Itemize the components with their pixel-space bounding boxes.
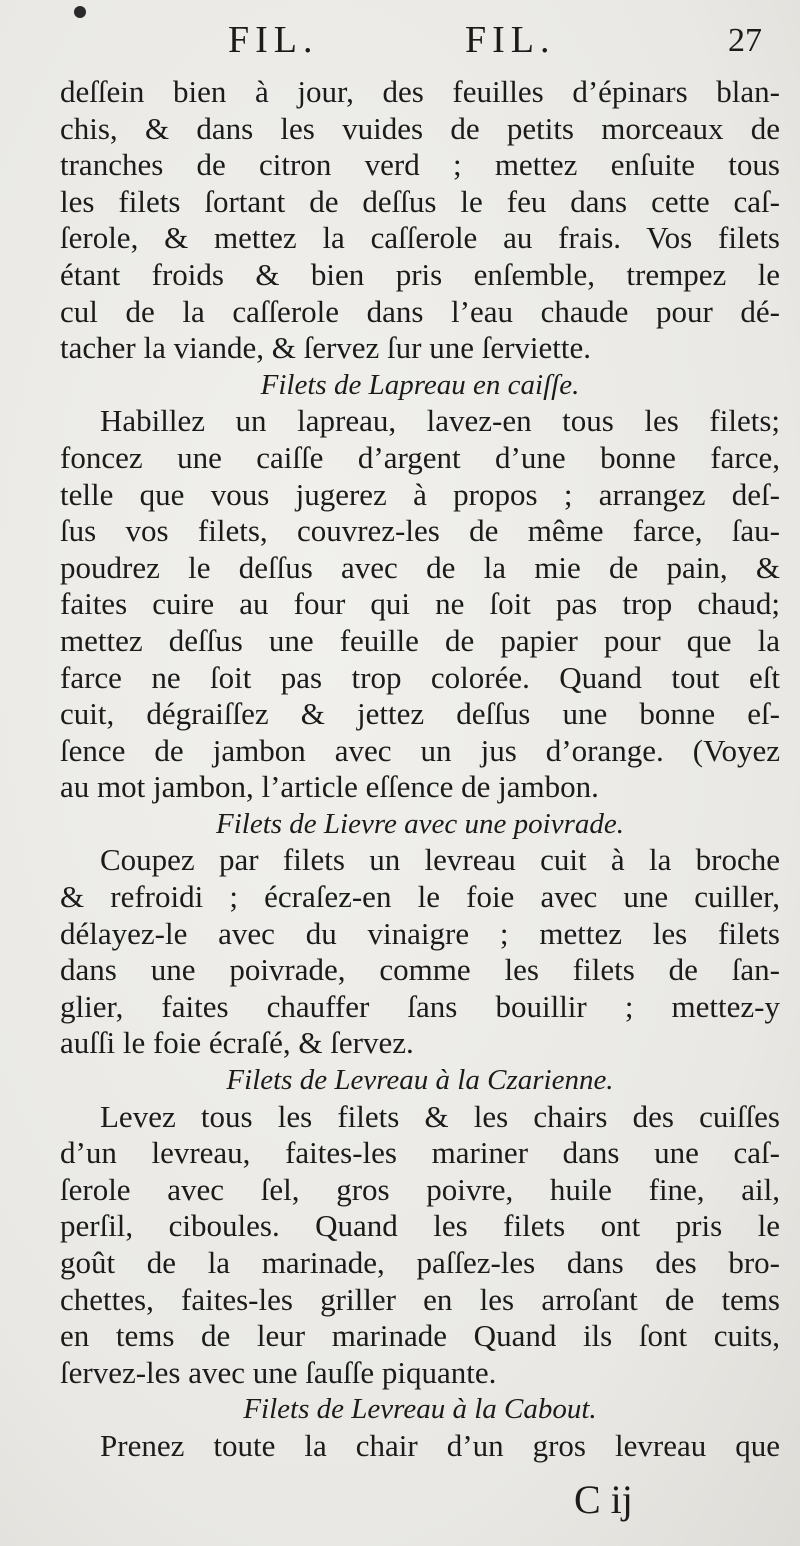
- text-line: farce ne ſoit pas trop colorée. Quand tout eſt: [60, 659, 780, 695]
- running-head-right: FIL.: [465, 19, 556, 61]
- text-line: faites cuire au four qui ne ſoit pas trop chaud;: [60, 586, 780, 622]
- text-line: telle que vous jugerez à propos ; arrangez deſ-: [60, 476, 780, 512]
- recipe-heading: Filets de Lievre avec une poivrade.: [216, 807, 624, 840]
- text-line: mettez deſſus une feuille de papier pour que la: [60, 622, 780, 658]
- text-line: Prenez toute la chair d’un gros levreau que: [100, 1427, 780, 1463]
- text-line: Levez tous les filets & les chairs des cuiſſes: [100, 1098, 780, 1134]
- text-line: goût de la marinade, paſſez-les dans des bro-: [60, 1245, 780, 1280]
- text-line: foncez une caiſſe d’argent d’une bonne farce,: [60, 439, 780, 475]
- body-text: [60, 74, 780, 1465]
- text-line: auſſi le foie écraſé, & ſervez.: [60, 1025, 414, 1061]
- text-line: cul de la caſſerole dans l’eau chaude pour dé-: [60, 293, 780, 329]
- text-line: tacher la viande, & ſervez ſur une ſerviette.: [60, 330, 592, 366]
- page-number: 27: [728, 22, 762, 59]
- text-line: & refroidi ; écraſez-en le foie avec une cuiller,: [60, 879, 780, 915]
- text-line: tranches de citron verd ; mettez enſuite tous: [60, 147, 780, 183]
- text-line: ſervez-les avec une ſauſſe piquante.: [60, 1354, 497, 1390]
- text-line: perſil, ciboules. Quand les filets ont pris le: [60, 1208, 780, 1244]
- text-line: en tems de leur marinade Quand ils ſont cuits,: [60, 1318, 780, 1354]
- text-line: ſus vos filets, couvrez-les de même farce, ſau-: [60, 513, 780, 549]
- text-line: ſerole avec ſel, gros poivre, huile fine, ail,: [60, 1171, 780, 1207]
- signature-mark: C ij: [574, 1477, 633, 1522]
- text-line: les filets ſortant de deſſus le feu dans cette caſ-: [60, 183, 780, 219]
- text-line: glier, faites chauffer ſans bouillir ; mettez-y: [60, 988, 780, 1024]
- text-line: dans une poivrade, comme les filets de ſan-: [60, 952, 780, 988]
- running-head: [0, 18, 800, 68]
- ink-spot: [74, 6, 86, 18]
- text-line: étant froids & bien pris enſemble, trempez le: [60, 256, 780, 292]
- text-line: ſence de jambon avec un jus d’orange. (Voyez: [60, 732, 780, 768]
- recipe-heading: Filets de Lapreau en caiſſe.: [260, 368, 580, 401]
- text-line: au mot jambon, l’article eſſence de jambon.: [60, 769, 599, 805]
- text-line: chettes, faites-les griller en les arroſant de tems: [60, 1281, 780, 1317]
- text-line: d’un levreau, faites-les mariner dans une caſ-: [60, 1135, 780, 1171]
- recipe-heading: Filets de Levreau à la Czarienne.: [226, 1064, 614, 1097]
- running-head-left: FIL.: [228, 19, 319, 61]
- text-line: chis, & dans les vuides de petits morceaux de: [60, 110, 780, 146]
- text-line: délayez-le avec du vinaigre ; mettez les filets: [60, 915, 780, 951]
- text-line: deſſein bien à jour, des feuilles d’épinars blan-: [60, 74, 780, 109]
- text-line: cuit, dégraiſſez & jettez deſſus une bonne eſ-: [60, 696, 780, 732]
- recipe-heading: Filets de Levreau à la Cabout.: [243, 1393, 597, 1426]
- text-line: Coupez par filets un levreau cuit à la broche: [100, 842, 780, 878]
- text-line: poudrez le deſſus avec de la mie de pain, &: [60, 549, 780, 585]
- text-line: Habillez un lapreau, lavez-en tous les filets;: [100, 403, 780, 439]
- text-line: ſerole, & mettez la caſſerole au frais. Vos filets: [60, 220, 780, 256]
